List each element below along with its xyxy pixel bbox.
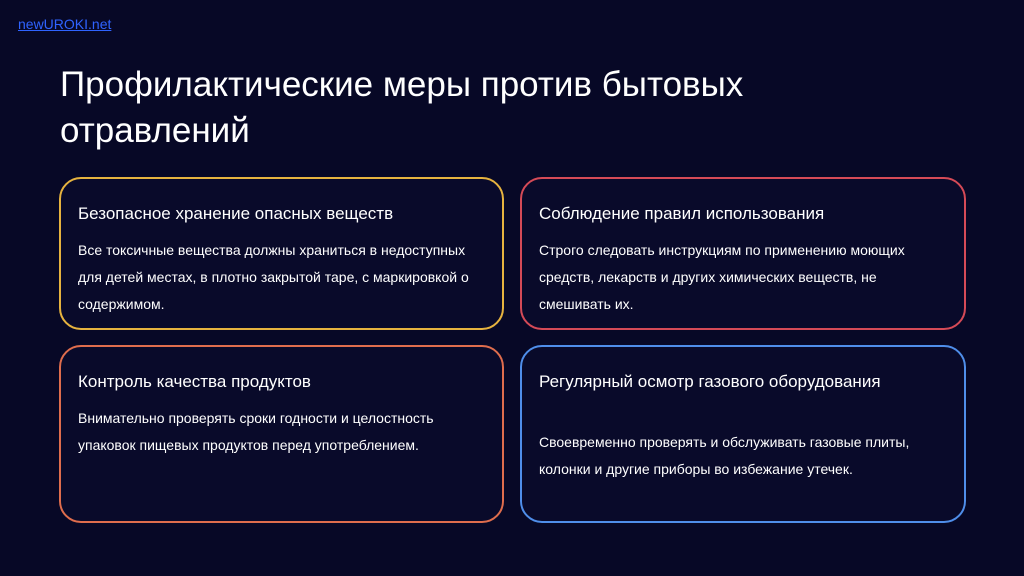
card-text: Внимательно проверять сроки годности и целостность упаковок пищевых продуктов перед употреблением. — [78, 410, 434, 453]
card-text: Строго следовать инструкциям по применению моющих средств, лекарств и других химических веществ, не смешивать их. — [539, 242, 905, 312]
card-text: Все токсичные вещества должны храниться в недоступных для детей местах, в плотно закрытой таре, с маркировкой о содержимом. — [78, 242, 469, 312]
card-safe-storage — [59, 177, 504, 330]
site-link[interactable]: newUROKI.net — [18, 16, 112, 32]
card-usage-rules — [520, 177, 966, 330]
card-title: Безопасное хранение опасных веществ — [78, 204, 394, 223]
card-title: Контроль качества продуктов — [78, 372, 311, 391]
card-title: Соблюдение правил использования — [539, 204, 825, 223]
card-title: Регулярный осмотр газового оборудования — [539, 372, 881, 391]
card-gas-inspection — [520, 345, 966, 523]
card-text: Своевременно проверять и обслуживать газовые плиты, колонки и другие приборы во избежание утечек. — [539, 434, 910, 477]
card-food-quality — [59, 345, 504, 523]
slide-title: Профилактические меры против бытовых отравлений — [60, 65, 744, 150]
